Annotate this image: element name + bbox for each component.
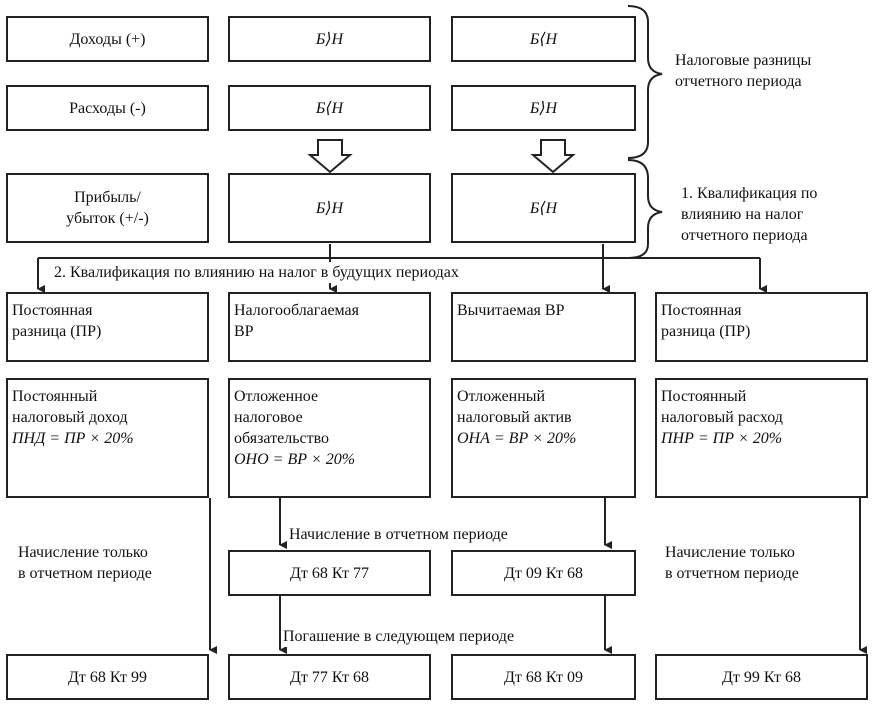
profit-label-1: Прибыль/ (74, 189, 141, 206)
type-box-permanent-left (6, 292, 209, 362)
qualification-future-label: 2. Квалификация по влиянию на налог в будущих периодах (54, 264, 459, 281)
result-3-formula: ОНА = ВР × 20% (457, 430, 577, 447)
profit-col3: Б⟨Н (529, 199, 558, 217)
type-box-permanent-right (655, 292, 868, 362)
accrual-entry-right-text: Дт 09 Кт 68 (504, 564, 583, 582)
result-box-ono (228, 378, 431, 498)
final-entry-4-text: Дт 99 Кт 68 (722, 668, 801, 686)
result-3-line2: налоговый актив (457, 409, 572, 426)
brace-mid-line1: 1. Квалификация по (681, 185, 818, 202)
accrual-only-right-line1: Начисление только (665, 544, 795, 561)
type-4-line2: разница (ПР) (661, 323, 751, 340)
final-entry-1-text: Дт 68 Кт 99 (68, 668, 147, 686)
result-1-formula: ПНД = ПР × 20% (12, 430, 134, 447)
profit-col3-box (451, 173, 636, 243)
result-4-formula: ПНР = ПР × 20% (661, 430, 783, 447)
accrual-entry-left (228, 550, 431, 596)
final-entry-4 (655, 654, 868, 700)
expenses-col2: Б⟨Н (315, 99, 344, 117)
final-entry-2-text: Дт 77 Кт 68 (290, 668, 369, 686)
brace-top-line1: Налоговые разницы (675, 52, 812, 69)
profit-box (6, 173, 209, 243)
result-box-pnd (6, 378, 209, 498)
profit-col2-box (228, 173, 431, 243)
result-2-formula: ОНО = ВР × 20% (234, 451, 356, 468)
result-4-line1: Постоянный (661, 388, 747, 405)
type-box-deductible (451, 292, 636, 362)
type-3-line1: Вычитаемая ВР (457, 302, 565, 319)
expenses-box (6, 85, 209, 131)
result-1-line1: Постоянный (12, 388, 98, 405)
income-col2-box (228, 16, 431, 62)
expenses-label: Расходы (-) (69, 99, 146, 117)
final-entry-1 (6, 654, 209, 700)
brace-top-line2: отчетного периода (675, 73, 802, 90)
brace-top-label (675, 50, 811, 92)
income-box (6, 16, 209, 62)
expenses-col2-box (228, 85, 431, 131)
type-2-line1: Налогооблагаемая (234, 302, 360, 319)
result-box-pnr (655, 378, 868, 498)
type-2-line2: ВР (234, 323, 254, 340)
final-entry-2 (228, 654, 431, 700)
income-col3-box (451, 16, 636, 62)
brace-mid-line2: влиянию на налог (681, 206, 804, 223)
accrual-current-label: Начисление в отчетном периоде (289, 526, 508, 543)
accrual-entry-left-text: Дт 68 Кт 77 (290, 564, 369, 582)
result-2-line1: Отложенное (234, 388, 319, 405)
hollow-arrow-right (533, 140, 573, 172)
type-1-line1: Постоянная (12, 302, 93, 319)
final-entry-3-text: Дт 68 Кт 09 (504, 668, 583, 686)
profit-col2: Б⟩Н (315, 199, 344, 217)
accrual-entry-right (451, 550, 636, 596)
expenses-col3-box (451, 85, 636, 131)
income-col3: Б⟨Н (529, 30, 558, 48)
result-4-line2: налоговый расход (661, 409, 783, 426)
result-box-ona (451, 378, 636, 498)
type-box-taxable (228, 292, 431, 362)
result-1-line2: налоговый доход (12, 409, 128, 426)
accrual-only-left-line2: в отчетном периоде (18, 565, 152, 582)
type-1-line2: разница (ПР) (12, 323, 102, 340)
expenses-col3: Б⟩Н (529, 99, 558, 117)
hollow-arrow-left (310, 140, 350, 172)
income-label: Доходы (+) (69, 30, 146, 48)
result-2-line2: налоговое (234, 409, 303, 426)
accrual-only-left-line1: Начисление только (18, 544, 148, 561)
final-entry-3 (451, 654, 636, 700)
accrual-only-right-line2: в отчетном периоде (665, 565, 799, 582)
income-col2: Б⟩Н (315, 30, 344, 48)
brace-mid-label (681, 183, 817, 246)
result-2-line3: обязательство (234, 430, 330, 447)
repayment-next-label: Погашение в следующем периоде (283, 628, 515, 645)
accrual-only-left-label (18, 542, 152, 584)
accrual-only-right-label (665, 542, 799, 584)
result-3-line1: Отложенный (457, 388, 546, 405)
type-4-line1: Постоянная (661, 302, 742, 319)
profit-label-2: убыток (+/-) (66, 210, 149, 227)
brace-mid-line3: отчетного периода (681, 227, 808, 244)
